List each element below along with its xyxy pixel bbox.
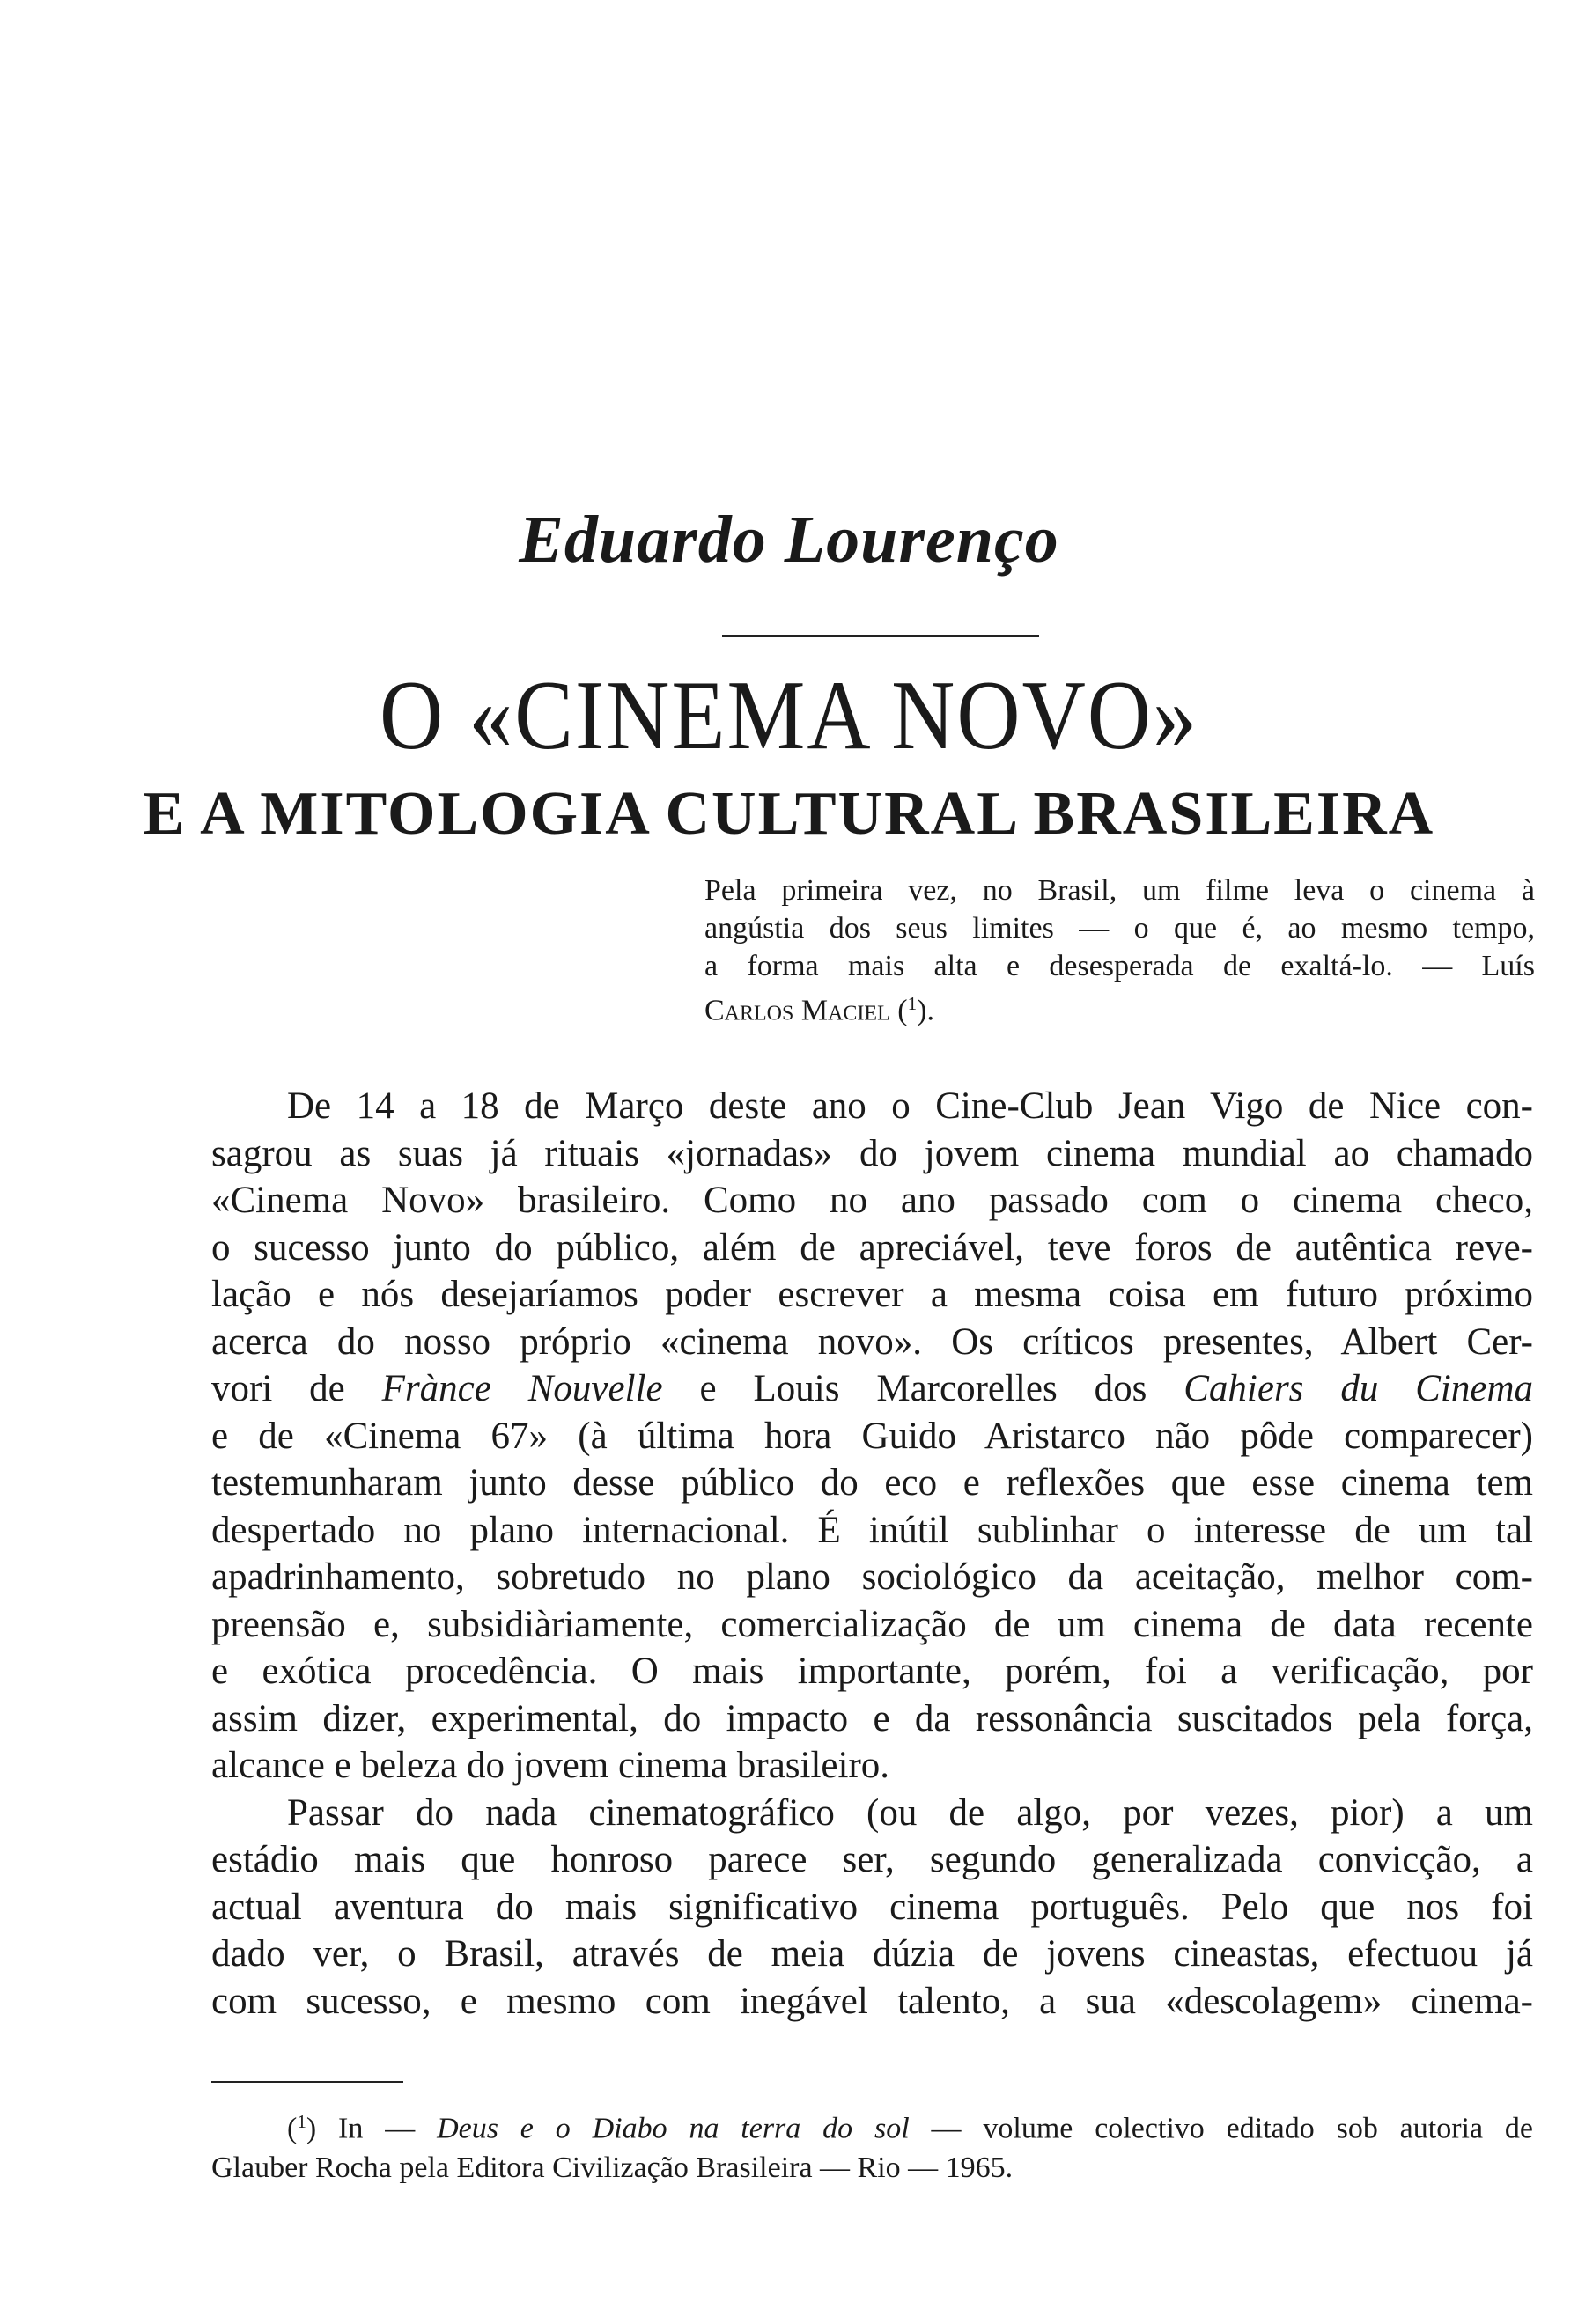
body-line: De 14 a 18 de Março deste ano o Cine-Club Jean Vigo de Nice con- — [287, 1085, 1533, 1127]
body-line: o sucesso junto do público, além de apreciável, teve foros de autêntica reve- — [211, 1226, 1533, 1269]
epigraph-line: a forma mais alta e desesperada de exaltá-lo. — Luís — [704, 950, 1535, 982]
body-line: Passar do nada cinematográfico (ou de algo, por vezes, pior) a um — [287, 1791, 1533, 1834]
body-line: despertado no plano internacional. É inútil sublinhar o interesse de um tal — [211, 1509, 1533, 1551]
footnote-line: Glauber Rocha pela Editora Civilização Brasileira — Rio — 1965. — [211, 2151, 1014, 2184]
footnote-line — [211, 2102, 1533, 2149]
cited-work-title: Deus e o Diabo na terra do sol — [437, 2112, 910, 2145]
publication-title: Frànce Nouvelle — [381, 1368, 663, 1409]
footnote-text: In — — [316, 2112, 438, 2145]
epigraph-attribution: Carlos Maciel — [704, 994, 890, 1027]
body-line: alcance e beleza do jovem cinema brasileiro. — [211, 1745, 890, 1786]
body-line: dado ver, o Brasil, através de meia dúzia de jovens cineastas, efectuou já — [211, 1933, 1533, 1975]
title-divider — [722, 635, 1039, 637]
article-title: O «CINEMA NOVO» — [380, 660, 1198, 770]
footnote-marker-open: ( — [287, 2112, 298, 2145]
body-text-fragment: vori de — [211, 1368, 382, 1409]
footnote-marker-close: ) — [306, 2112, 317, 2145]
body-line: sagrou as suas já rituais «jornadas» do jovem cinema mundial ao chamado — [211, 1132, 1533, 1174]
body-line — [211, 1365, 1533, 1413]
body-line: assim dizer, experimental, do impacto e da ressonância suscitados pela força, — [211, 1697, 1533, 1739]
body-line: apadrinhamento, sobretudo no plano sociológico da aceitação, melhor com- — [211, 1556, 1533, 1598]
epigraph-ref-open: ( — [889, 994, 908, 1027]
article-subtitle: E A MITOLOGIA CULTURAL BRASILEIRA — [143, 780, 1435, 848]
body-line: testemunharam junto desse público do eco e reflexões que esse cinema tem — [211, 1462, 1533, 1504]
epigraph — [704, 872, 1535, 1030]
footnote-marker: 1 — [297, 2111, 306, 2132]
footnote-ref: 1 — [907, 993, 918, 1014]
body-line: lação e nós desejaríamos poder escrever a mesma coisa em futuro próximo — [211, 1274, 1533, 1315]
body-line: com sucesso, e mesmo com inegável talento, a sua «descolagem» cinema- — [211, 1980, 1533, 2022]
epigraph-line: angústia dos seus limites — o que é, ao mesmo tempo, — [704, 912, 1535, 945]
body-line: preensão e, subsidiàriamente, comercialização de um cinema de data recente — [211, 1603, 1533, 1645]
epigraph-ref-close: ). — [917, 994, 934, 1027]
body-line: e exótica procedência. O mais importante, porém, foi a verificação, por — [211, 1651, 1533, 1692]
article-body — [211, 1083, 1533, 2025]
body-line: estádio mais que honroso parece ser, segundo generalizada convicção, a — [211, 1839, 1533, 1880]
body-line: «Cinema Novo» brasileiro. Como no ano passado com o cinema checo, — [211, 1180, 1533, 1221]
footnote — [211, 2102, 1533, 2188]
author-name: Eduardo Lourenço — [519, 503, 1059, 577]
footnote-text: — volume colectivo editado sob autoria de — [909, 2112, 1533, 2145]
body-line: e de «Cinema 67» (à última hora Guido Aristarco não pôde comparecer) — [211, 1415, 1533, 1457]
body-line: acerca do nosso próprio «cinema novo». Os críticos presentes, Albert Cer- — [211, 1320, 1533, 1363]
epigraph-attribution-line — [704, 985, 1535, 1030]
publication-title: Cahiers du Cinema — [1184, 1368, 1533, 1409]
epigraph-line: Pela primeira vez, no Brasil, um filme leva o cinema à — [704, 874, 1535, 907]
footnote-divider — [211, 2081, 403, 2083]
body-text-fragment: e Louis Marcorelles dos — [662, 1368, 1184, 1409]
body-line: actual aventura do mais significativo cinema português. Pelo que nos foi — [211, 1886, 1533, 1928]
